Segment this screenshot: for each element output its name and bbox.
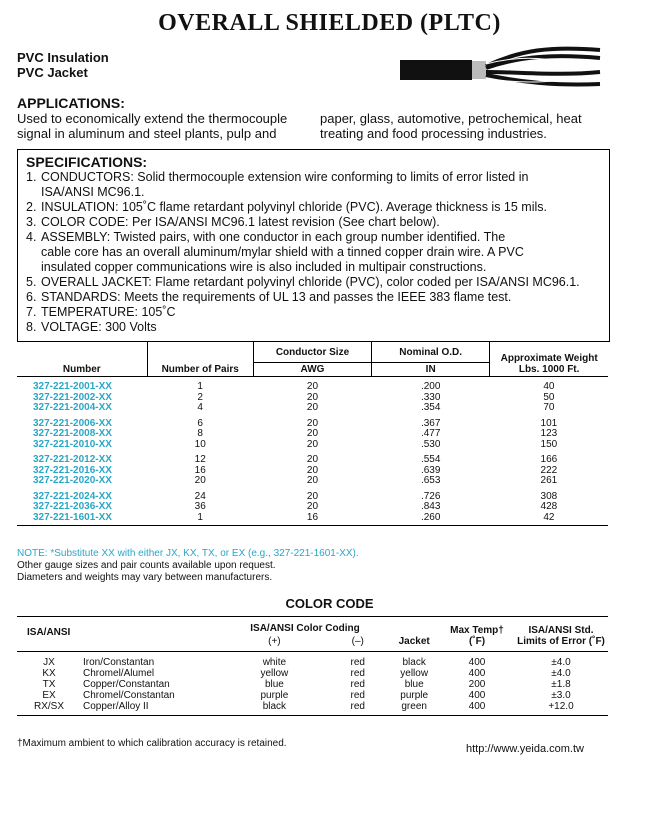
- pairs: 36: [194, 501, 206, 512]
- negative-color: red: [350, 668, 365, 679]
- nominal-od: .354: [420, 402, 441, 413]
- weight: 40: [543, 381, 555, 392]
- specifications-heading: SPECIFICATIONS:: [26, 154, 148, 170]
- applications-text-right: paper, glass, automotive, petrochemical, heat treating and food processing industries.: [320, 111, 582, 141]
- spec-number: 7.: [26, 305, 37, 319]
- table-row: [17, 414, 608, 430]
- alloy: Chromel/Constantan: [83, 690, 175, 701]
- table-row: [17, 476, 608, 487]
- isa-type: JX: [43, 657, 55, 668]
- jacket-color: black: [402, 657, 426, 668]
- limits-of-error: ±4.0: [551, 668, 571, 679]
- cc-header-minus: (–): [351, 636, 364, 647]
- note-diameters: Diameters and weights may vary between manufacturers.: [17, 572, 273, 583]
- header-awg: AWG: [253, 363, 371, 377]
- spec-line: [26, 215, 606, 230]
- part-number: 327-221-2024-XX: [33, 490, 112, 502]
- part-number: 327-221-2020-XX: [33, 475, 112, 486]
- spec-text: OVERALL JACKET: Flame retardant polyvinyl chloride (PVC), color coded per ISA/ANSI MC96.1.: [41, 275, 580, 289]
- weight: 123: [540, 428, 558, 439]
- product-table: [17, 341, 608, 526]
- nominal-od: .726: [420, 490, 441, 502]
- part-number: 327-221-2001-XX: [33, 381, 112, 392]
- awg: 20: [306, 402, 319, 413]
- pairs: 4: [197, 402, 203, 413]
- spec-line: [26, 320, 606, 335]
- spec-text: TEMPERATURE: 105˚C: [41, 305, 176, 319]
- spec-text: VOLTAGE: 300 Volts: [41, 320, 157, 334]
- spec-number: 6.: [26, 290, 37, 304]
- pairs: 16: [194, 464, 206, 476]
- jacket-color: green: [401, 701, 427, 712]
- applications-heading: APPLICATIONS:: [17, 95, 125, 111]
- nominal-od: .477: [420, 428, 441, 439]
- weight: 50: [543, 391, 555, 403]
- pairs: 8: [197, 428, 203, 439]
- nominal-od: .843: [420, 501, 441, 512]
- nominal-od: .367: [420, 417, 441, 429]
- table-row: [17, 668, 608, 679]
- table-row: [17, 652, 608, 669]
- spec-text: cable core has an overall aluminum/mylar shield with a tinned copper drain wire. A PVC: [41, 245, 524, 259]
- negative-color: red: [350, 701, 365, 712]
- weight: 150: [540, 438, 558, 450]
- pairs: 2: [197, 391, 203, 403]
- table-row: [17, 502, 608, 513]
- table-row: [17, 403, 608, 414]
- weight: 101: [540, 417, 558, 429]
- specifications-list: [26, 170, 606, 335]
- part-number: 327-221-2016-XX: [33, 464, 112, 476]
- table-row: [17, 429, 608, 440]
- website-url[interactable]: http://www.yeida.com.tw: [466, 743, 584, 755]
- weight: 70: [543, 402, 555, 413]
- spec-number: [26, 260, 41, 275]
- nominal-od: .530: [420, 438, 441, 450]
- pairs: 20: [194, 475, 206, 486]
- nominal-od: .653: [420, 475, 441, 486]
- spec-text: COLOR CODE: Per ISA/ANSI MC96.1 latest revision (See chart below).: [41, 215, 440, 229]
- positive-color: black: [262, 701, 287, 712]
- spec-text: CONDUCTORS: Solid thermocouple extension wire conforming to limits of error listed in: [41, 170, 529, 184]
- limits-of-error: ±4.0: [551, 657, 571, 668]
- alloy: Copper/Alloy II: [83, 701, 149, 712]
- table-row: [17, 377, 608, 393]
- max-temp: 400: [468, 690, 486, 701]
- note-substitute: NOTE: *Substitute XX with either JX, KX, TX, or EX (e.g., 327-221-1601-XX).: [17, 548, 359, 559]
- alloy: Chromel/Alumel: [83, 668, 155, 679]
- jacket-color: blue: [404, 679, 424, 690]
- positive-color: white: [262, 657, 287, 668]
- max-temp: 200: [468, 679, 486, 690]
- spec-line: [26, 260, 606, 275]
- awg: 16: [306, 511, 319, 523]
- weight: 261: [540, 475, 558, 486]
- weight: 428: [540, 501, 558, 512]
- nominal-od: .554: [420, 454, 441, 465]
- jacket-color: yellow: [400, 668, 429, 679]
- pairs: 1: [197, 511, 203, 523]
- spec-number: 4.: [26, 230, 37, 244]
- awg: 20: [306, 428, 319, 439]
- spec-text: INSULATION: 105˚C flame retardant polyvinyl chloride (PVC). Average thickness is 15 mils.: [41, 200, 547, 214]
- awg: 20: [306, 417, 319, 429]
- isa-type: EX: [42, 690, 56, 701]
- nominal-od: .200: [420, 381, 441, 392]
- positive-color: yellow: [260, 668, 289, 679]
- weight: 42: [543, 511, 555, 523]
- spec-line: [26, 305, 606, 320]
- max-temp: 400: [468, 657, 486, 668]
- weight: 222: [540, 464, 558, 476]
- cc-header-jacket: Jacket: [398, 636, 430, 647]
- weight: 166: [540, 454, 558, 465]
- spec-text: insulated copper communications wire is also included in multipair constructions.: [41, 260, 487, 274]
- header-weight: Approximate Weight Lbs. 1000 Ft.: [490, 342, 608, 377]
- spec-line: [26, 200, 606, 215]
- table-row: [17, 701, 608, 712]
- insulation-label: PVC Insulation: [17, 50, 109, 65]
- cc-header-limits: ISA/ANSI Std. Limits of Error (˚F): [517, 625, 605, 647]
- specifications-box: [17, 149, 610, 342]
- cc-header-isa: ISA/ANSI: [27, 627, 71, 638]
- color-code-table: [17, 616, 608, 716]
- max-temp: 400: [468, 668, 486, 679]
- limits-of-error: ±1.8: [551, 679, 571, 690]
- cc-header-coding: ISA/ANSI Color Coding: [250, 623, 360, 634]
- awg: 20: [306, 438, 319, 450]
- notes: [17, 548, 359, 584]
- pairs: 10: [194, 438, 206, 450]
- limits-of-error: ±3.0: [551, 690, 571, 701]
- spec-line: [26, 230, 606, 245]
- isa-type: RX/SX: [33, 701, 64, 712]
- part-number: 327-221-2006-XX: [33, 417, 112, 429]
- table-row: [17, 440, 608, 451]
- spec-line: [26, 290, 606, 305]
- part-number: 327-221-2012-XX: [33, 454, 112, 465]
- spec-number: [26, 185, 41, 200]
- table-row: [17, 513, 608, 524]
- spec-number: 5.: [26, 275, 37, 289]
- pairs: 6: [197, 417, 203, 429]
- footnote: †Maximum ambient to which calibration accuracy is retained.: [17, 738, 287, 749]
- spec-line: [26, 170, 606, 185]
- cc-header-max-temp: Max Temp† (˚F): [450, 625, 504, 647]
- table-row: [17, 487, 608, 503]
- max-temp: 400: [468, 701, 486, 712]
- header-nominal-od: Nominal O.D.: [372, 342, 490, 363]
- page-title: OVERALL SHIELDED (PLTC): [158, 10, 501, 36]
- jacket-label: PVC Jacket: [17, 65, 88, 80]
- negative-color: red: [350, 657, 365, 668]
- cc-header-plus: (+): [268, 636, 281, 647]
- color-code-title: COLOR CODE: [285, 596, 374, 611]
- pairs: 24: [194, 490, 206, 502]
- awg: 20: [306, 454, 319, 465]
- awg: 20: [306, 381, 319, 392]
- jacket-color: purple: [400, 690, 429, 701]
- nominal-od: .330: [420, 391, 441, 403]
- part-number: 327-221-2002-XX: [33, 391, 112, 403]
- part-number: 327-221-2004-XX: [33, 402, 112, 413]
- spec-number: 1.: [26, 170, 37, 184]
- spec-line: [26, 245, 606, 260]
- spec-number: 3.: [26, 215, 37, 229]
- pairs: 1: [197, 381, 203, 392]
- negative-color: red: [350, 679, 365, 690]
- awg: 20: [306, 391, 319, 403]
- part-number: 327-221-2036-XX: [33, 501, 112, 512]
- nominal-od: .260: [420, 511, 441, 523]
- header-conductor-size: Conductor Size: [253, 342, 371, 363]
- nominal-od: .639: [420, 464, 441, 476]
- awg: 20: [306, 464, 319, 476]
- spec-number: [26, 245, 41, 260]
- limits-of-error: +12.0: [548, 701, 574, 712]
- spec-number: 8.: [26, 320, 37, 334]
- header-number: Number: [17, 342, 147, 377]
- part-number: 327-221-2010-XX: [33, 438, 112, 450]
- isa-type: KX: [42, 668, 56, 679]
- header-in: IN: [372, 363, 490, 377]
- isa-type: TX: [42, 679, 56, 690]
- table-row: [17, 690, 608, 701]
- table-row: [17, 679, 608, 690]
- awg: 20: [306, 490, 319, 502]
- note-gauges: Other gauge sizes and pair counts available upon request.: [17, 560, 276, 571]
- weight: 308: [540, 490, 558, 502]
- table-row: [17, 450, 608, 466]
- spec-line: [26, 275, 606, 290]
- applications-text-left: Used to economically extend the thermocouple signal in aluminum and steel plants, pulp and: [17, 111, 288, 141]
- alloy: Copper/Constantan: [83, 679, 170, 690]
- header-pairs: Number of Pairs: [147, 342, 253, 377]
- part-number: 327-221-1601-XX: [33, 511, 112, 523]
- spec-number: 2.: [26, 200, 37, 214]
- alloy: Iron/Constantan: [83, 657, 155, 668]
- positive-color: purple: [260, 690, 289, 701]
- spec-line: [26, 185, 606, 200]
- positive-color: blue: [264, 679, 284, 690]
- pairs: 12: [194, 454, 206, 465]
- cable-image: [390, 42, 605, 92]
- awg: 20: [306, 475, 319, 486]
- spec-text: ASSEMBLY: Twisted pairs, with one conductor in each group number identified. The: [41, 230, 506, 244]
- part-number: 327-221-2008-XX: [33, 428, 112, 439]
- spec-text: ISA/ANSI MC96.1.: [41, 185, 145, 199]
- spec-text: STANDARDS: Meets the requirements of UL 13 and passes the IEEE 383 flame test.: [41, 290, 512, 304]
- negative-color: red: [350, 690, 365, 701]
- awg: 20: [306, 501, 319, 512]
